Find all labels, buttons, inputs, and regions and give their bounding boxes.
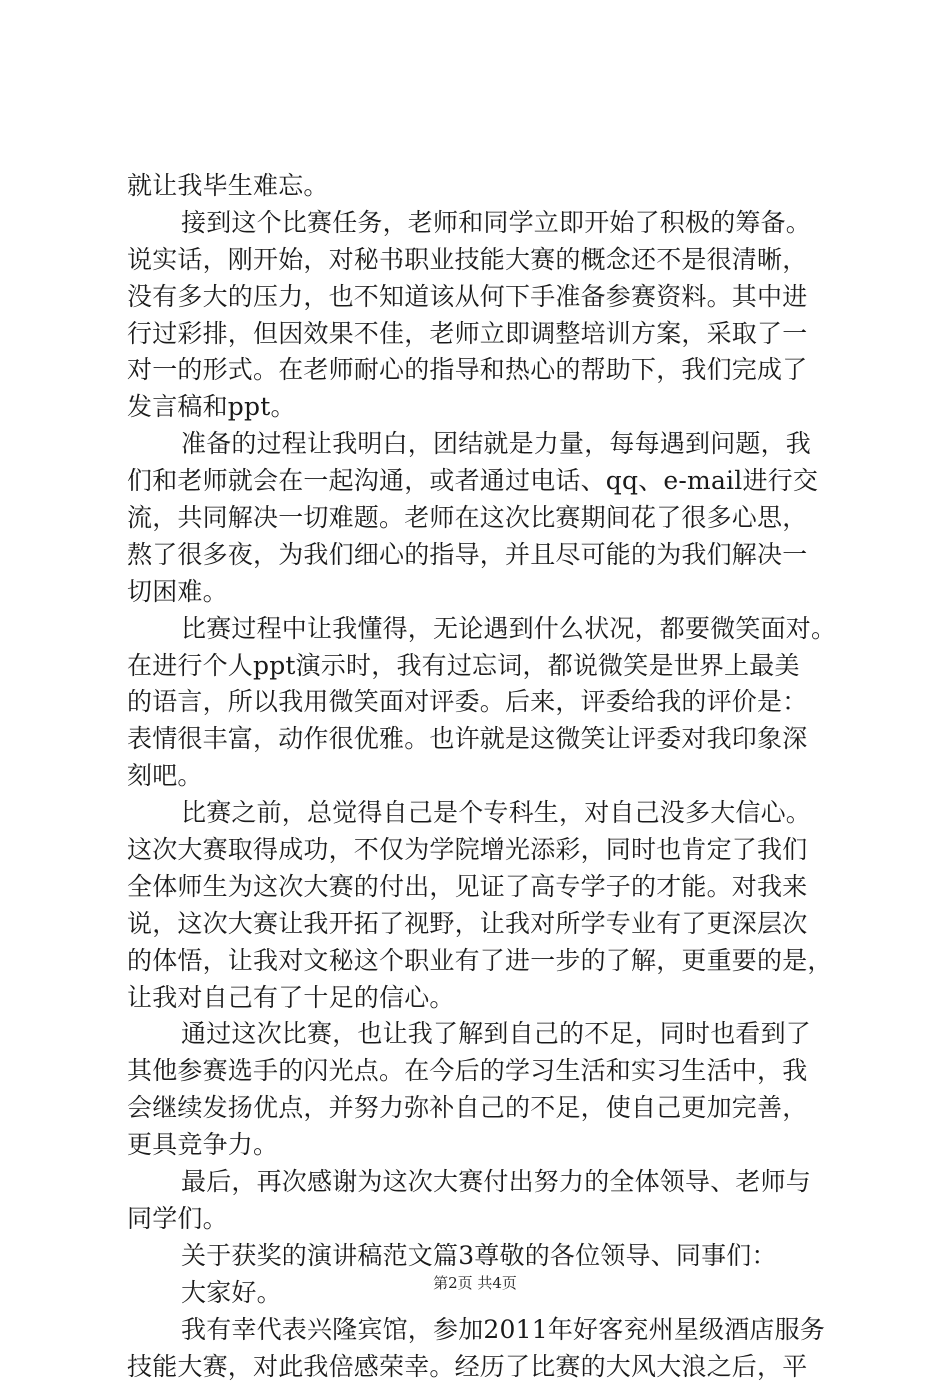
text-line: 们和老师就会在一起沟通，或者通过电话、qq、e-mail进行交	[127, 463, 837, 500]
text-line: 切困难。	[127, 574, 837, 611]
text-line: 让我对自己有了十足的信心。	[127, 980, 837, 1017]
text-line: 说实话，刚开始，对秘书职业技能大赛的概念还不是很清晰，	[127, 242, 837, 279]
text-line: 就让我毕生难忘。	[127, 168, 837, 205]
text-line: 发言稿和ppt。	[127, 389, 837, 426]
text-line: 更具竞争力。	[127, 1127, 837, 1164]
text-line: 其他参赛选手的闪光点。在今后的学习生活和实习生活中，我	[127, 1053, 837, 1090]
text-line: 的体悟，让我对文秘这个职业有了进一步的了解，更重要的是，	[127, 943, 837, 980]
text-line: 熬了很多夜，为我们细心的指导，并且尽可能的为我们解决一	[127, 537, 837, 574]
document-body	[127, 168, 837, 1385]
text-line: 行过彩排，但因效果不佳，老师立即调整培训方案，采取了一	[127, 316, 837, 353]
text-line: 技能大赛，对此我倍感荣幸。经历了比赛的大风大浪之后，平	[127, 1349, 837, 1385]
text-line: 刻吧。	[127, 758, 837, 795]
text-line: 关于获奖的演讲稿范文篇3尊敬的各位领导、同事们：	[127, 1238, 837, 1275]
text-line: 我有幸代表兴隆宾馆，参加2011年好客兖州星级酒店服务	[127, 1312, 837, 1349]
page-footer: 第2页 共4页	[0, 1273, 950, 1293]
text-line: 表情很丰富，动作很优雅。也许就是这微笑让评委对我印象深	[127, 721, 837, 758]
text-line: 全体师生为这次大赛的付出，见证了高专学子的才能。对我来	[127, 869, 837, 906]
text-line: 比赛之前，总觉得自己是个专科生，对自己没多大信心。	[127, 795, 837, 832]
text-line: 的语言，所以我用微笑面对评委。后来，评委给我的评价是：	[127, 684, 837, 721]
text-line: 说，这次大赛让我开拓了视野，让我对所学专业有了更深层次	[127, 906, 837, 943]
text-line: 流，共同解决一切难题。老师在这次比赛期间花了很多心思，	[127, 500, 837, 537]
text-line: 接到这个比赛任务，老师和同学立即开始了积极的筹备。	[127, 205, 837, 242]
text-line: 通过这次比赛，也让我了解到自己的不足，同时也看到了	[127, 1016, 837, 1053]
text-line: 最后，再次感谢为这次大赛付出努力的全体领导、老师与	[127, 1164, 837, 1201]
text-line: 没有多大的压力，也不知道该从何下手准备参赛资料。其中进	[127, 279, 837, 316]
text-line: 在进行个人ppt演示时，我有过忘词，都说微笑是世界上最美	[127, 648, 837, 685]
text-line: 同学们。	[127, 1201, 837, 1238]
text-line: 会继续发扬优点，并努力弥补自己的不足，使自己更加完善，	[127, 1090, 837, 1127]
text-line: 这次大赛取得成功，不仅为学院增光添彩，同时也肯定了我们	[127, 832, 837, 869]
text-line: 对一的形式。在老师耐心的指导和热心的帮助下，我们完成了	[127, 352, 837, 389]
text-line: 比赛过程中让我懂得，无论遇到什么状况，都要微笑面对。	[127, 611, 837, 648]
text-line: 大家好。	[127, 1275, 837, 1312]
text-line: 准备的过程让我明白，团结就是力量，每每遇到问题，我	[127, 426, 837, 463]
